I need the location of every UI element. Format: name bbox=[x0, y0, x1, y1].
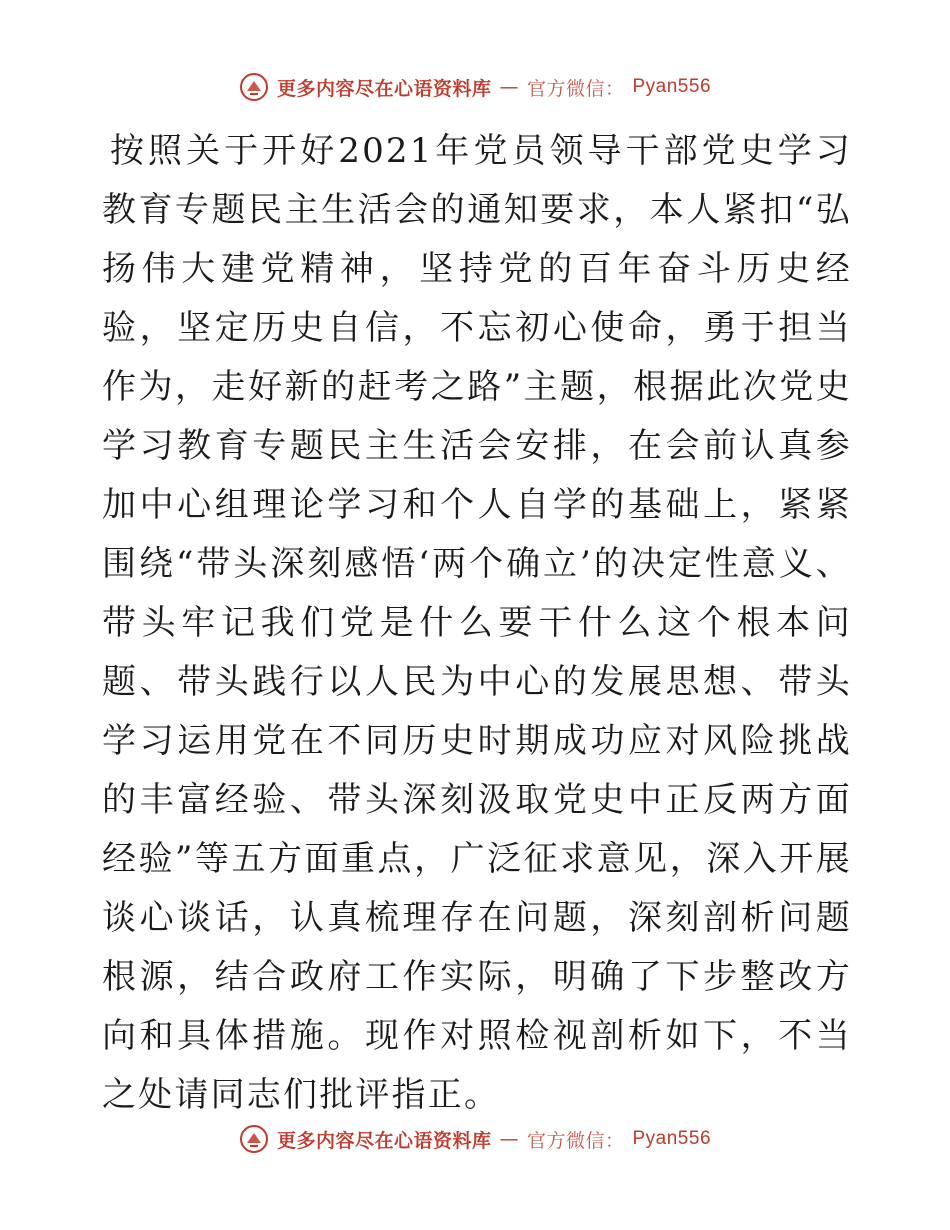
book-pen-icon bbox=[239, 72, 269, 102]
watermark-dash: — bbox=[499, 76, 519, 98]
watermark-wechat-id: Pyan556 bbox=[632, 76, 712, 97]
document-paragraph: 按照关于开好2021年党员领导干部党史学习教育专题民主生活会的通知要求，本人紧扣“弘扬伟大建党精神，坚持党的百年奋斗历史经验，坚定历史自信，不忘初心使命，勇于担当作为，走好新的赶考之路”主题，根据此次党史学习教育专题民主生活会安排，在会前认真参加中心组理论学习和个人自学的基础上，紧紧围绕“带头深刻感悟‘两个确立’的决定性意义、带头牢记我们党是什么要干什么这个根本问题、带头践行以人民为中心的发展思想、带头学习运用党在不同历史时期成功应对风险挑战的丰富经验、带头深刻汲取党史中正反两方面经验”等五方面重点，广泛征求意见，深入开展谈心谈话，认真梳理存在问题，深刻剖析问题根源，结合政府工作实际，明确了下步整改方向和具体措施。现作对照检视剖析如下，不当之处请同志们批评指正。 bbox=[102, 131, 852, 1115]
watermark-wechat-id: Pyan556 bbox=[632, 1128, 712, 1149]
watermark-brand: 更多内容尽在心语资料库 bbox=[276, 1129, 492, 1152]
watermark-wechat-label: 官方微信： bbox=[526, 1129, 625, 1152]
footer-watermark bbox=[0, 1124, 950, 1154]
header-watermark bbox=[0, 72, 950, 102]
watermark-brand: 更多内容尽在心语资料库 bbox=[276, 77, 492, 100]
watermark-dash: — bbox=[499, 1128, 519, 1150]
watermark-wechat-label: 官方微信： bbox=[526, 77, 625, 100]
book-pen-icon bbox=[239, 1124, 269, 1154]
